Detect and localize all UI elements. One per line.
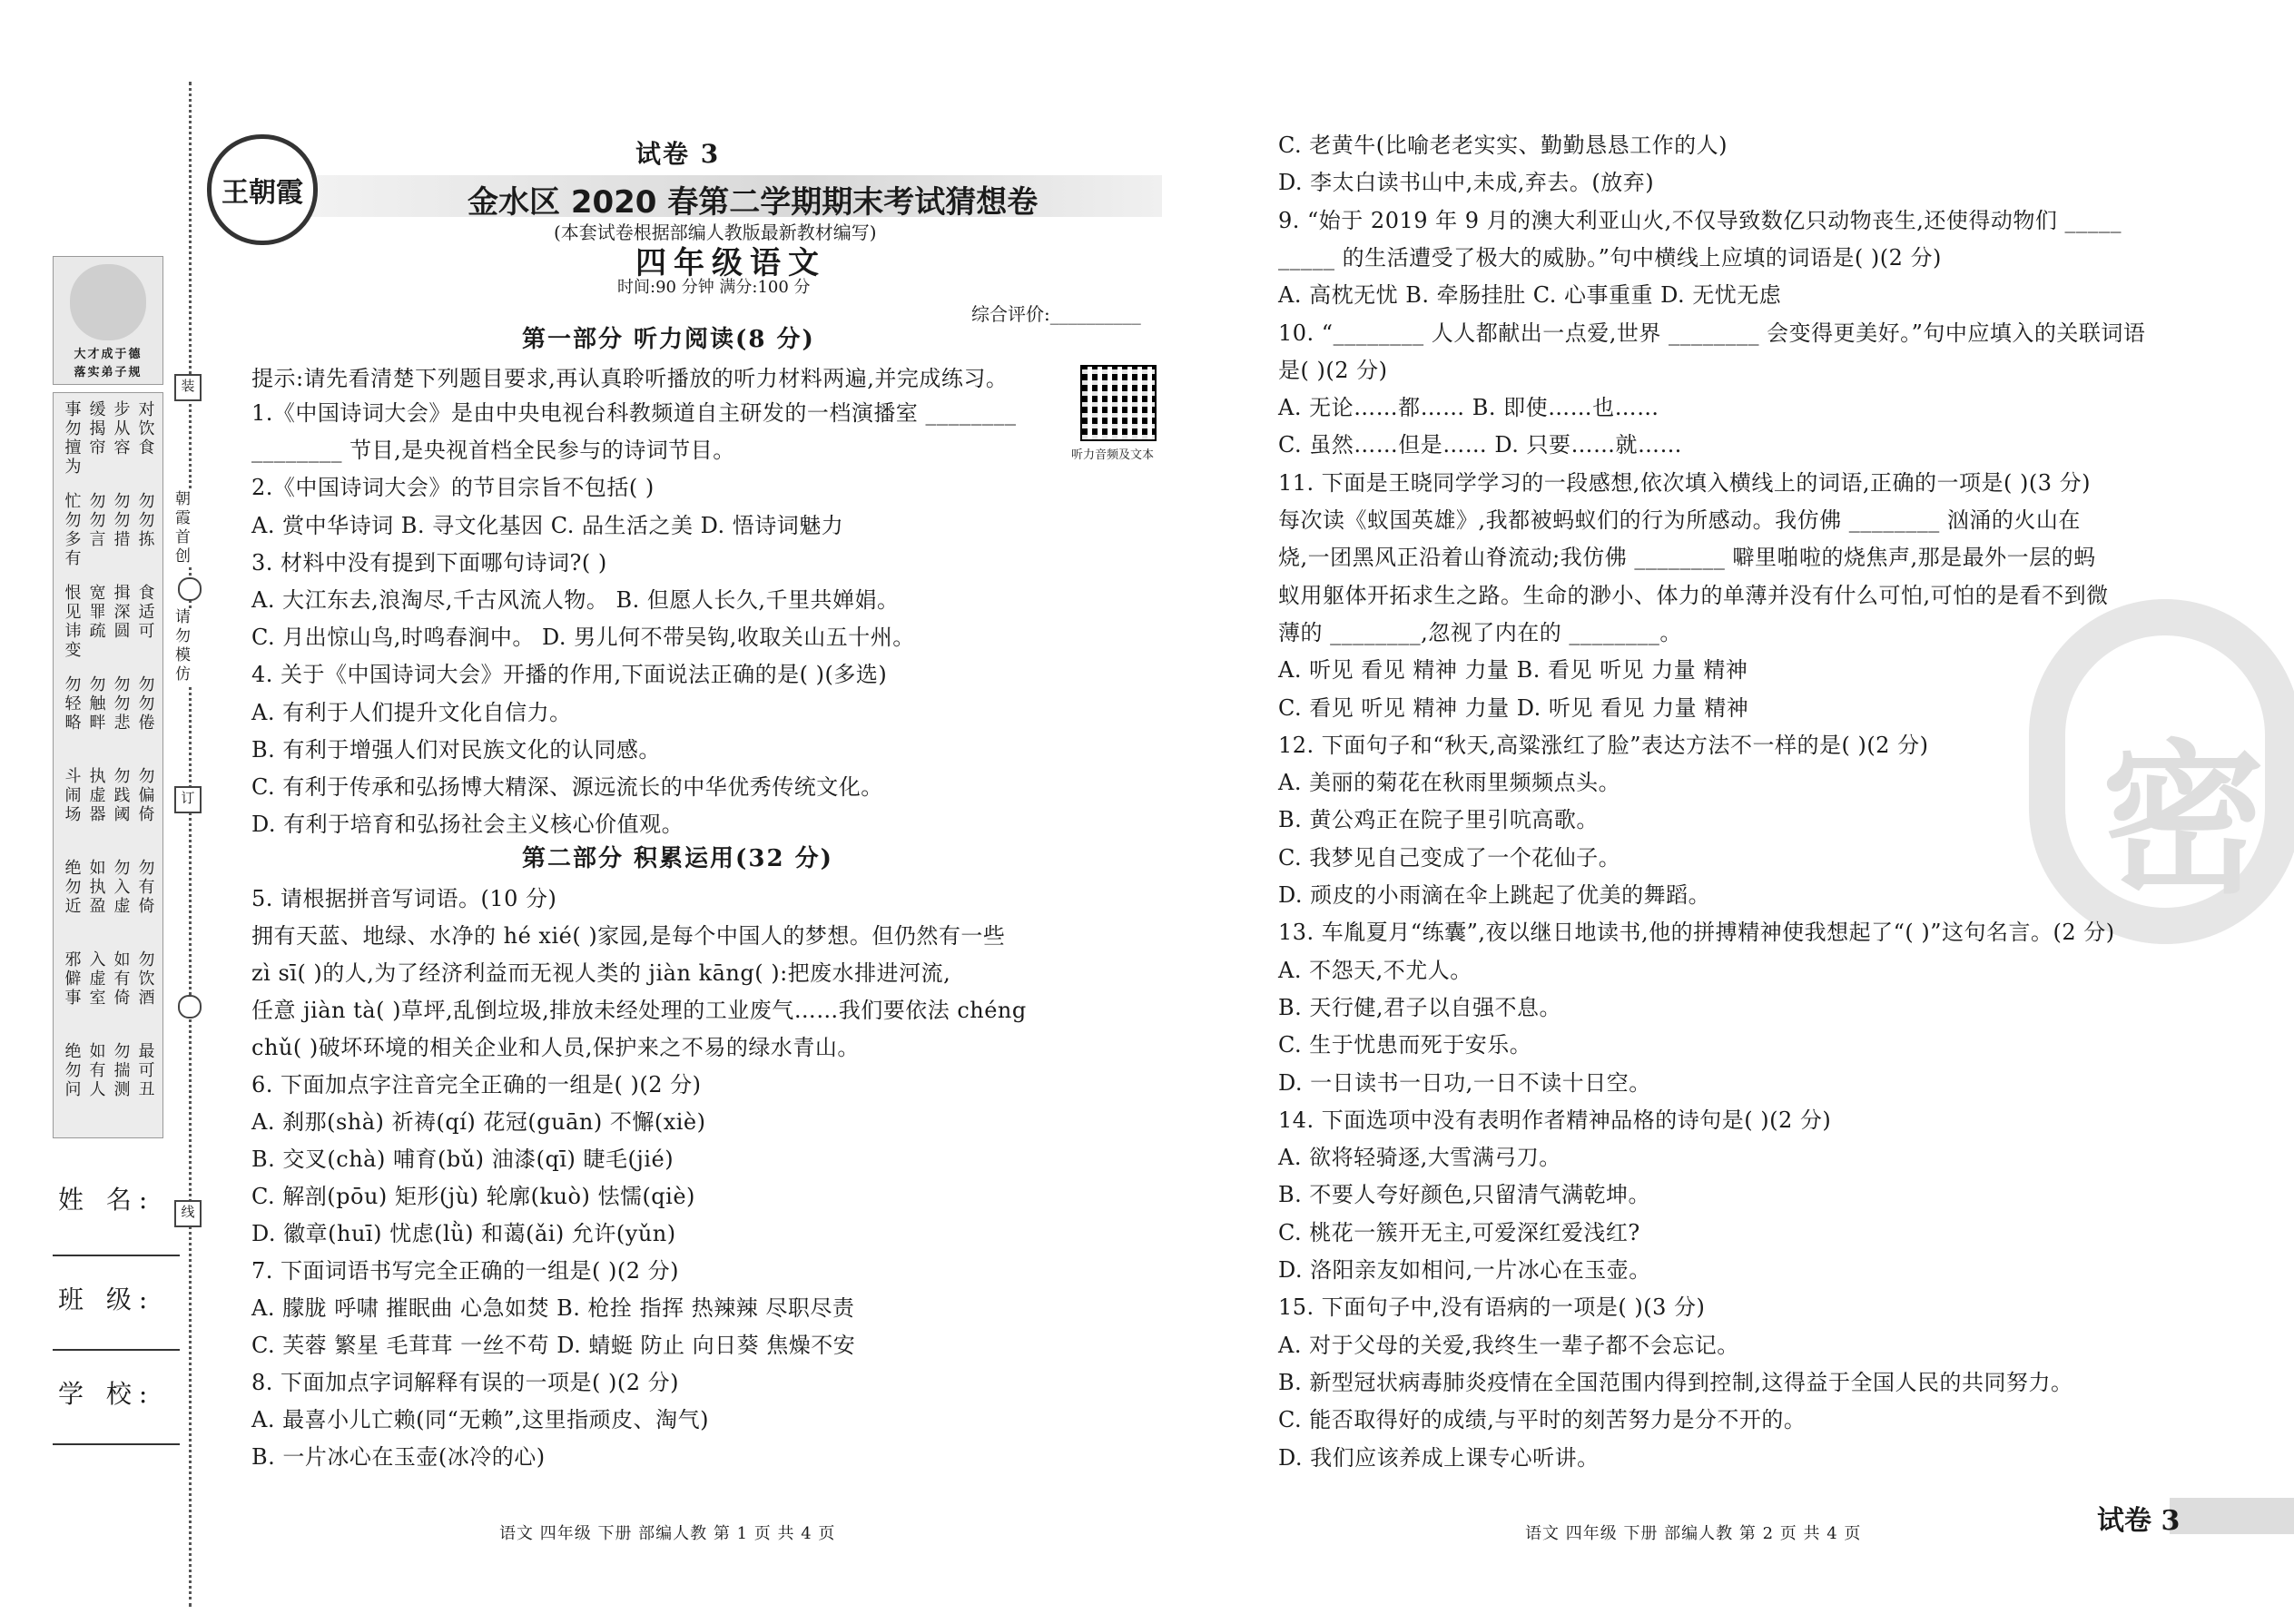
question-line: D. 一日读书一日功,一日不读十日空。 <box>1278 1069 1651 1096</box>
question-line: chǔ( )破坏环境的相关企业和人员,保护来之不易的绿水青山。 <box>251 1035 860 1060</box>
cut-line-text-1: 朝霞首创 <box>170 490 192 566</box>
proverb-row <box>59 859 157 948</box>
overall-rating: 综合评价:__________ <box>971 303 1141 325</box>
question-line: B. 一片冰心在玉壶(冰冷的心) <box>251 1444 546 1470</box>
question-line: A. 高枕无忧 B. 牵肠挂肚 C. 心事重重 D. 无忧无虑 <box>1278 282 1782 309</box>
part1-title: 第一部分 听力阅读(8 分) <box>522 326 815 353</box>
question-line: A. 不怨天,不尤人。 <box>1278 957 1472 983</box>
question-line: 是( )(2 分) <box>1278 357 1388 383</box>
logo-text: 王朝霞 <box>222 177 303 209</box>
proverb-text: 勿有倚 <box>135 859 155 916</box>
question-line: D. 我们应该养成上课专心听讲。 <box>1278 1444 1600 1471</box>
motto-line-2: 落实弟子规 <box>74 366 143 379</box>
proverb-text: 如有倚 <box>111 950 131 1008</box>
binding-hole-1 <box>178 577 202 601</box>
question-line: 15. 下面句子中,没有语病的一项是( )(3 分) <box>1278 1294 1706 1321</box>
school-label: 学 校: <box>58 1379 155 1409</box>
question-line: A. 对于父母的关爱,我终生一辈子都不会忘记。 <box>1278 1332 1739 1358</box>
proverb-text: 勿勿倦 <box>135 675 155 733</box>
sage-illustration <box>70 264 146 340</box>
question-line: A. 听见 看见 精神 力量 B. 看见 听见 力量 精神 <box>1278 657 1748 684</box>
exam-note: (本套试卷根据部编人教版最新教材编写) <box>554 221 877 243</box>
motto-line-1: 大才成于德 <box>74 348 143 361</box>
seal-char: 密 <box>2102 724 2266 916</box>
question-line: 13. 车胤夏月“练囊”,夜以继日地读书,他的拼搏精神使我想起了“( )”这句名言。(2 分) <box>1278 920 2115 946</box>
proverb-text: 事勿擅为 <box>62 400 82 477</box>
proverb-text: 宽罪疏 <box>86 584 106 641</box>
proverb-text: 恨见讳变 <box>62 584 82 660</box>
question-line: C. 桃花一簇开无主,可爱深红爱浅红? <box>1278 1219 1640 1245</box>
brand-logo <box>207 134 318 245</box>
question-line: C. 生于忧患而死于安乐。 <box>1278 1032 1532 1058</box>
proverb-text: 勿揣测 <box>111 1042 131 1099</box>
proverb-text: 勿勿言 <box>86 492 106 549</box>
proverb-text: 忙勿多有 <box>62 492 82 568</box>
proverb-row <box>59 1042 157 1131</box>
proverb-text: 揖深圆 <box>111 584 131 641</box>
confidential-seal <box>2029 599 2294 944</box>
question-line: 1.《中国诗词大会》是由中央电视台科教频道自主研发的一档演播室 ________ <box>251 400 1017 426</box>
question-line: A. 大江东去,浪淘尽,千古风流人物。 B. 但愿人长久,千里共婵娟。 <box>251 587 900 613</box>
binding-tag-3: 线 <box>174 1200 202 1227</box>
question-line: 10. “________ 人人都献出一点爱,世界 ________ 会变得更美好。”句中应填入的关联词语 <box>1278 320 2146 346</box>
proverb-text: 食适可 <box>135 584 155 641</box>
qr-code[interactable] <box>1080 365 1157 441</box>
qr-caption: 听力音频及文本 <box>1071 448 1155 462</box>
page-footer-2: 语文 四年级 下册 部编人教 第 2 页 共 4 页 <box>1525 1524 1862 1543</box>
question-line: C. 解剖(pōu) 矩形(jù) 轮廓(kuò) 怯懦(qiè) <box>251 1184 695 1209</box>
question-line: C. 能否取得好的成绩,与平时的刻苦努力是分不开的。 <box>1278 1407 1807 1433</box>
question-line: A. 朦胧 呼啸 摧眠曲 心急如焚 B. 枪拴 指挥 热辣辣 尽职尽责 <box>251 1295 855 1321</box>
question-line: 14. 下面选项中没有表明作者精神品格的诗句是( )(2 分) <box>1278 1107 1832 1133</box>
question-line: 拥有天蓝、地绿、水净的 hé xié( )家园,是每个中国人的梦想。但仍然有一些 <box>251 923 1006 949</box>
class-line[interactable] <box>53 1349 180 1351</box>
question-line: A. 欲将轻骑逐,大雪满弓刀。 <box>1278 1145 1561 1171</box>
question-line: D. 洛阳亲友如相问,一片冰心在玉壶。 <box>1278 1257 1651 1283</box>
class-label: 班 级: <box>58 1284 155 1314</box>
question-line: 3. 材料中没有提到下面哪句诗词?( ) <box>251 549 607 576</box>
proverb-text: 勿勿悲 <box>111 675 131 733</box>
proverb-text: 绝勿问 <box>62 1042 82 1099</box>
question-line: zì sī( )的人,为了经济利益而无视人类的 jiàn kāng( ):把废水排进河流, <box>251 960 951 986</box>
binding-tag-2: 订 <box>174 786 202 813</box>
name-line[interactable] <box>53 1255 180 1256</box>
question-line: A. 美丽的菊花在秋雨里频频点头。 <box>1278 770 1621 796</box>
question-line: 9. “始于 2019 年 9 月的澳大利亚山火,不仅导致数亿只动物丧生,还使得动物们 _____ <box>1278 207 2122 233</box>
paper-tag-bar <box>2170 1498 2294 1534</box>
question-line: 任意 jiàn tà( )草坪,乱倒垃圾,排放未经处理的工业废气……我们要依法 chéng <box>251 998 1027 1023</box>
question-line: A. 无论……都…… B. 即使……也…… <box>1278 395 1659 421</box>
proverb-row <box>59 584 157 673</box>
proverb-text: 最可丑 <box>135 1042 155 1099</box>
question-line: A. 最喜小儿亡赖(同“无赖”,这里指顽皮、淘气) <box>251 1407 709 1432</box>
proverb-text: 邪僻事 <box>62 950 82 1008</box>
question-line: C. 看见 听见 精神 力量 D. 听见 看见 力量 精神 <box>1278 694 1749 721</box>
question-line: A. 有利于人们提升文化自信力。 <box>251 699 572 725</box>
question-line: A. 刹那(shà) 祈祷(qí) 花冠(guān) 不懈(xiè) <box>251 1109 706 1135</box>
question-line: 8. 下面加点字词解释有误的一项是( )(2 分) <box>251 1370 680 1395</box>
proverb-text: 入虚室 <box>86 950 106 1008</box>
binding-cut-line <box>189 82 192 1607</box>
proverb-row <box>59 767 157 856</box>
question-line: 薄的 ________,忽视了内在的 ________。 <box>1278 619 1682 645</box>
binding-tag-1: 装 <box>174 374 202 401</box>
question-line: B. 交叉(chà) 哺育(bǔ) 油漆(qī) 睫毛(jié) <box>251 1147 674 1172</box>
proverb-text: 勿践阈 <box>111 767 131 824</box>
question-line: B. 有利于增强人们对民族文化的认同感。 <box>251 736 661 763</box>
proverb-text: 步从容 <box>111 400 131 458</box>
question-line: C. 虽然……但是…… D. 只要……就…… <box>1278 432 1683 458</box>
question-line: _____ 的生活遭受了极大的威胁。”句中横线上应填的词语是( )(2 分) <box>1278 244 1942 271</box>
proverb-text: 绝勿近 <box>62 859 82 916</box>
question-line: 4. 关于《中国诗词大会》开播的作用,下面说法正确的是( )(多选) <box>251 662 888 688</box>
question-line: 每次读《蚁国英雄》,我都被蚂蚁们的行为所感动。我仿佛 ________ 汹涌的火山在 <box>1278 507 2081 533</box>
question-line: 11. 下面是王晓同学学习的一段感想,依次填入横线上的词语,正确的一项是( )(3 分) <box>1278 469 2092 496</box>
name-label: 姓 名: <box>58 1185 155 1215</box>
listening-tip: 提示:请先看清楚下列题目要求,再认真聆听播放的听力材料两遍,并完成练习。 <box>251 366 1009 391</box>
proverb-text: 勿勿措 <box>111 492 131 549</box>
part2-title: 第二部分 积累运用(32 分) <box>522 845 833 872</box>
question-line: 5. 请根据拼音写词语。(10 分) <box>251 886 557 911</box>
proverb-row <box>59 675 157 764</box>
exam-subject: 四年级语文 <box>635 245 826 281</box>
exam-time-info: 时间:90 分钟 满分:100 分 <box>617 278 811 297</box>
proverb-columns <box>53 392 163 1138</box>
question-line: 2.《中国诗词大会》的节目宗旨不包括( ) <box>251 475 655 501</box>
question-line: ________ 节目,是央视首档全民参与的诗词节目。 <box>251 438 735 464</box>
question-line: D. 徽章(huī) 忧虑(lǜ) 和蔼(ǎi) 允许(yǔn) <box>251 1221 676 1246</box>
question-line: C. 老黄牛(比喻老老实实、勤勤恳恳工作的人) <box>1278 133 1728 158</box>
question-line: 烧,一团黑风正沿着山脊流动;我仿佛 ________ 噼里啪啦的烧焦声,那是最外一层的蚂 <box>1278 545 2096 571</box>
proverb-text: 对饮食 <box>135 400 155 458</box>
question-line: C. 我梦见自己变成了一个花仙子。 <box>1278 844 1621 871</box>
proverb-text: 如执盈 <box>86 859 106 916</box>
proverb-text: 缓揭帘 <box>86 400 106 458</box>
proverb-text: 勿偏倚 <box>135 767 155 824</box>
paper-tag: 试卷 3 <box>2097 1505 2181 1537</box>
proverb-row <box>59 950 157 1039</box>
proverb-text: 执虚器 <box>86 767 106 824</box>
question-line: 6. 下面加点字注音完全正确的一组是( )(2 分) <box>251 1072 702 1097</box>
proverb-text: 勿勿拣 <box>135 492 155 549</box>
question-line: 7. 下面词语书写完全正确的一组是( )(2 分) <box>251 1258 680 1284</box>
question-line: D. 李太白读书山中,未成,弃去。(放弃) <box>1278 170 1655 196</box>
exam-title: 金水区 2020 春第二学期期末考试猜想卷 <box>468 184 1039 221</box>
question-line: B. 天行健,君子以自强不息。 <box>1278 994 1562 1020</box>
proverb-text: 勿入虚 <box>111 859 131 916</box>
question-line: C. 有利于传承和弘扬博大精深、源远流长的中华优秀传统文化。 <box>251 774 883 800</box>
proverb-row <box>59 492 157 581</box>
question-line: B. 新型冠状病毒肺炎疫情在全国范围内得到控制,这得益于全国人民的共同努力。 <box>1278 1369 2073 1395</box>
proverb-row <box>59 400 157 489</box>
question-line: B. 黄公鸡正在院子里引吭高歌。 <box>1278 807 1599 833</box>
page-footer-1: 语文 四年级 下册 部编人教 第 1 页 共 4 页 <box>499 1524 836 1543</box>
question-line: B. 不要人夸好颜色,只留清气满乾坤。 <box>1278 1182 1651 1208</box>
binding-hole-2 <box>178 995 202 1019</box>
proverb-text: 勿饮酒 <box>135 950 155 1008</box>
proverb-text: 勿轻略 <box>62 675 82 733</box>
question-line: A. 赏中华诗词 B. 寻文化基因 C. 品生活之美 D. 悟诗词魅力 <box>251 512 844 538</box>
question-line: D. 有利于培育和弘扬社会主义核心价值观。 <box>251 812 684 838</box>
proverb-header <box>53 256 163 385</box>
cut-line-text-2: 请勿模仿 <box>170 608 192 684</box>
question-line: C. 芙蓉 繁星 毛茸茸 一丝不苟 D. 蜻蜓 防止 向日葵 焦燥不安 <box>251 1333 856 1358</box>
proverb-sidebar <box>53 256 162 1191</box>
proverb-text: 如有人 <box>86 1042 106 1099</box>
proverb-text: 勿触畔 <box>86 675 106 733</box>
question-line: D. 顽皮的小雨滴在伞上跳起了优美的舞蹈。 <box>1278 882 1711 908</box>
question-line: 蚁用躯体开拓求生之路。生命的渺小、体力的单薄并没有什么可怕,可怕的是看不到微 <box>1278 582 2109 608</box>
question-line: 12. 下面句子和“秋天,高粱涨红了脸”表达方法不一样的是( )(2 分) <box>1278 732 1929 758</box>
proverb-text: 斗闹场 <box>62 767 82 824</box>
paper-series: 试卷 3 <box>635 139 721 169</box>
question-line: C. 月出惊山鸟,时鸣春涧中。 D. 男儿何不带吴钩,收取关山五十州。 <box>251 625 915 651</box>
school-line[interactable] <box>53 1443 180 1445</box>
